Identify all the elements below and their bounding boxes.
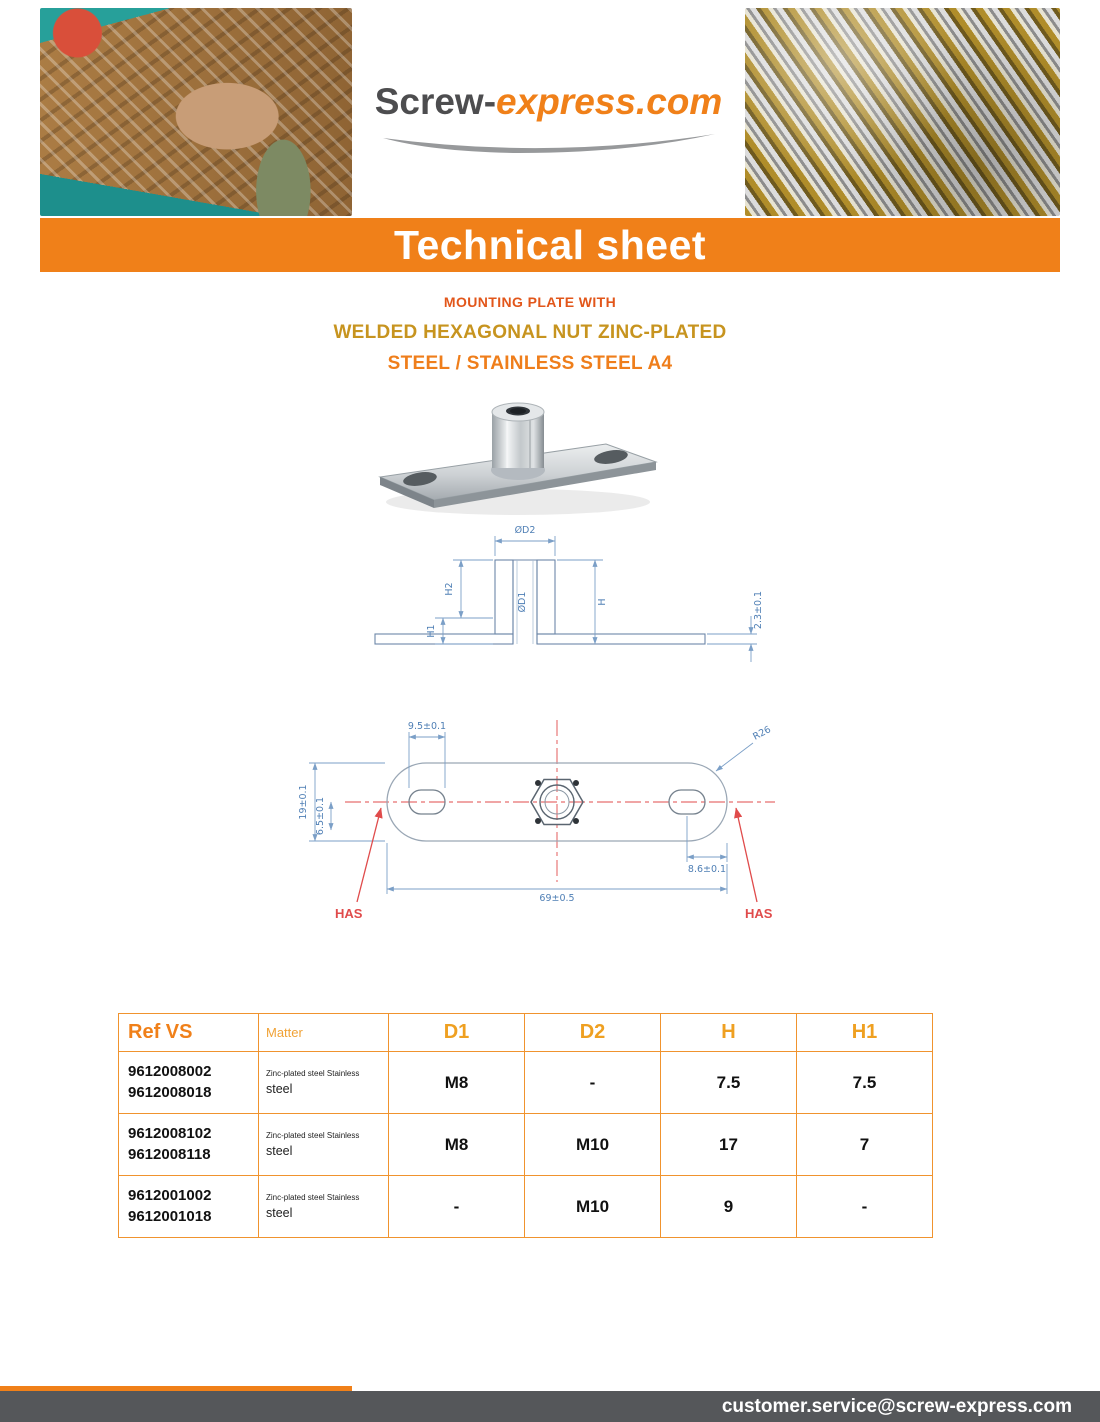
- h-cell: 9: [661, 1176, 797, 1238]
- top-view-drawing: [295, 690, 805, 940]
- has-arrow-right: [736, 808, 757, 902]
- dim-label-radius: R26: [751, 724, 773, 743]
- dim-label-plate-length: 69±0.5: [539, 893, 575, 904]
- dim-label-h: H: [597, 598, 608, 606]
- ref-cell: 9612008002 9612008018: [119, 1052, 259, 1114]
- matter-cell: Zinc-plated steel Stainless steel: [259, 1176, 389, 1238]
- ref-cell: 9612001002 9612001018: [119, 1176, 259, 1238]
- product-title-line3: STEEL / STAINLESS STEEL A4: [387, 353, 673, 374]
- table-row: [119, 1176, 933, 1238]
- col-header-ref: Ref VS: [119, 1014, 259, 1052]
- customer-service-email[interactable]: customer.service@screw-express.com: [721, 1395, 1072, 1417]
- d1-cell: M8: [389, 1114, 525, 1176]
- weld-spot: [573, 818, 579, 824]
- h-cell: 7.5: [661, 1052, 797, 1114]
- footer-bar: [0, 1391, 1100, 1422]
- logo-text-express: express.com: [496, 81, 723, 122]
- dim-label-plate-thickness: 2.3±0.1: [753, 590, 764, 630]
- col-header-d1: D1: [389, 1014, 525, 1052]
- dim-label-offset: 6.5±0.1: [315, 796, 326, 836]
- table-row: [119, 1052, 933, 1114]
- product-photo: [368, 380, 668, 528]
- product-title-line2: WELDED HEXAGONAL NUT ZINC-PLATED: [333, 322, 727, 343]
- d2-cell: M10: [525, 1176, 661, 1238]
- table-row: [119, 1114, 933, 1176]
- dim-label-d1: ØD1: [517, 591, 528, 613]
- h1-cell: 7.5: [797, 1052, 933, 1114]
- section-nut-wall-left: [495, 560, 513, 634]
- has-label-left: HAS: [335, 906, 363, 921]
- has-label-right: HAS: [745, 906, 773, 921]
- h1-cell: 7: [797, 1114, 933, 1176]
- weld-spot: [535, 818, 541, 824]
- table-header-row: [119, 1014, 933, 1052]
- col-header-h1: H1: [797, 1014, 933, 1052]
- dim-label-slot-width: 9.5±0.1: [407, 721, 447, 732]
- logo-area: [352, 8, 745, 216]
- h-cell: 17: [661, 1114, 797, 1176]
- photo-screws-right: [745, 8, 1060, 216]
- brand-logo: [375, 81, 723, 123]
- matter-cell: Zinc-plated steel Stainless steel: [259, 1052, 389, 1114]
- spec-table: [118, 1013, 933, 1238]
- ref-cell: 9612008102 9612008118: [119, 1114, 259, 1176]
- dim-label-h1: H1: [426, 624, 437, 638]
- logo-text-screw: Screw-: [374, 81, 497, 122]
- logo-swoosh: [379, 133, 719, 157]
- technical-sheet-banner: [40, 218, 1060, 272]
- banner-title: Technical sheet: [393, 221, 707, 268]
- col-header-d2: D2: [525, 1014, 661, 1052]
- dim-label-h2: H2: [444, 582, 455, 596]
- weld-spot: [573, 780, 579, 786]
- photo-tools-left: [40, 8, 352, 216]
- weld-spot: [535, 780, 541, 786]
- dim-label-slot-edge: 8.6±0.1: [687, 864, 727, 875]
- d1-cell: M8: [389, 1052, 525, 1114]
- has-arrow-left: [357, 808, 381, 902]
- matter-cell: Zinc-plated steel Stainless steel: [259, 1114, 389, 1176]
- d2-cell: -: [525, 1052, 661, 1114]
- product-title-line1: MOUNTING PLATE WITH: [443, 294, 617, 310]
- section-plate-left: [375, 634, 513, 644]
- h1-cell: -: [797, 1176, 933, 1238]
- product-title-block: [0, 294, 1060, 375]
- dim-label-plate-width: 19±0.1: [298, 784, 309, 820]
- d1-cell: -: [389, 1176, 525, 1238]
- side-view-drawing: [355, 522, 785, 680]
- section-nut-wall-right: [537, 560, 555, 634]
- col-header-h: H: [661, 1014, 797, 1052]
- d2-cell: M10: [525, 1114, 661, 1176]
- col-header-matter: Matter: [259, 1014, 389, 1052]
- section-plate-right: [537, 634, 705, 644]
- dim-label-d2: ØD2: [514, 525, 536, 536]
